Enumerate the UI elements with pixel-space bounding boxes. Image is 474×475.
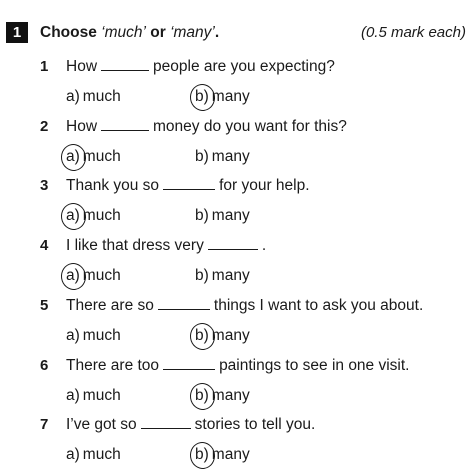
question-item (0, 415, 474, 475)
option-word: much (82, 88, 121, 105)
option-word: many (211, 386, 250, 404)
answer-blank (158, 296, 210, 310)
circled-option-letter: a) (66, 147, 80, 165)
question-text-after: paintings to see in one visit. (219, 356, 410, 374)
answer-blank (101, 57, 149, 71)
circled-option-letter: b) (195, 326, 209, 344)
question-text-before: Thank you so (66, 177, 160, 195)
option-a (66, 206, 121, 226)
option-b (195, 386, 250, 406)
question-text (66, 117, 347, 137)
option-word: many (211, 267, 250, 285)
option-word: many (211, 147, 250, 165)
section-instruction (40, 23, 219, 43)
option-b (195, 147, 250, 167)
instruction-word-many: ‘many’ (170, 24, 215, 41)
answer-blank (163, 176, 215, 190)
option-a (66, 445, 121, 465)
question-text (66, 236, 266, 256)
option-word: much (82, 207, 121, 225)
question-item (0, 57, 474, 117)
question-text-after: people are you expecting? (153, 58, 335, 75)
option-letter: b) (195, 207, 209, 225)
question-number: 2 (40, 117, 49, 135)
option-a (66, 147, 121, 167)
option-letter: a) (66, 446, 80, 464)
option-word: much (82, 147, 121, 165)
option-b (195, 326, 250, 346)
circled-option-letter: b) (195, 386, 209, 404)
option-word: much (82, 386, 121, 404)
question-text (66, 57, 335, 77)
option-word: many (211, 326, 250, 344)
answer-blank (101, 117, 149, 131)
marks-note: (0.5 mark each) (360, 24, 466, 41)
instruction-connector: or (145, 24, 171, 41)
question-number: 3 (40, 177, 49, 195)
option-word: many (211, 88, 250, 105)
answer-blank (163, 356, 215, 370)
question-item (0, 296, 474, 356)
option-a (66, 266, 121, 286)
question-text (66, 356, 409, 376)
option-letter: a) (66, 386, 80, 404)
circled-option-letter: a) (66, 267, 80, 285)
option-word: much (82, 326, 121, 344)
question-text-before: I’ve got so (66, 416, 137, 434)
instruction-prefix: Choose (40, 24, 102, 41)
question-number: 6 (40, 356, 49, 374)
question-text-before: How (66, 117, 98, 135)
question-text (66, 296, 423, 316)
question-item (0, 176, 474, 236)
question-text-after: things I want to ask you about. (213, 296, 424, 314)
option-letter: a) (66, 326, 80, 344)
instruction-period: . (214, 24, 220, 41)
question-number: 4 (40, 237, 49, 255)
option-word: many (211, 207, 250, 225)
option-letter: b) (195, 267, 209, 285)
instruction-word-much: ‘much’ (101, 24, 146, 41)
question-text (66, 176, 310, 196)
question-text-after: stories to tell you. (194, 416, 316, 434)
option-b (195, 266, 250, 286)
option-word: many (211, 446, 250, 464)
question-text-after: for your help. (219, 177, 310, 195)
question-item (0, 356, 474, 416)
option-letter: a) (66, 88, 80, 105)
option-b (195, 445, 250, 465)
question-text (66, 415, 315, 435)
option-a (66, 326, 121, 346)
option-word: much (82, 446, 121, 464)
section-header (6, 22, 468, 44)
question-item (0, 236, 474, 296)
section-number-box: 1 (6, 22, 28, 43)
question-text-before: There are so (66, 296, 154, 314)
circled-option-letter: b) (195, 446, 209, 464)
circled-option-letter: b) (195, 88, 209, 105)
option-word: much (82, 267, 121, 285)
option-b (195, 87, 250, 107)
question-text-before: How (66, 58, 98, 75)
question-text-after: money do you want for this? (153, 117, 347, 135)
question-number: 5 (40, 296, 49, 314)
answer-blank (208, 236, 258, 250)
question-number: 7 (40, 416, 49, 434)
option-b (195, 206, 250, 226)
option-a (66, 87, 121, 107)
question-item (0, 117, 474, 177)
option-letter: b) (195, 147, 209, 165)
circled-option-letter: a) (66, 207, 80, 225)
question-number: 1 (40, 58, 49, 75)
answer-blank (141, 415, 191, 429)
question-text-after: . (261, 237, 267, 255)
question-text-before: I like that dress very (66, 237, 204, 255)
option-a (66, 386, 121, 406)
question-text-before: There are too (66, 356, 160, 374)
